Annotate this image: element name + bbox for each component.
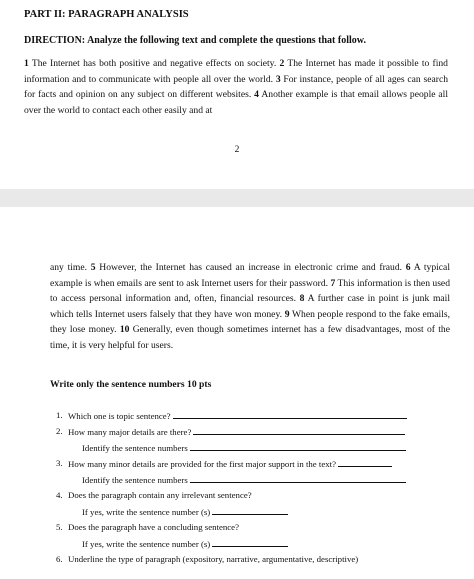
sentence-number: 7 xyxy=(330,277,336,289)
sentence-text: This information is then used to access personal information and, often, financial resources. xyxy=(50,277,450,305)
question-text: Underline the type of paragraph (expository, narrative, argumentative, descriptive) xyxy=(68,554,359,564)
sentence-text: A typical example is when emails are sent to ask Internet users for their password. xyxy=(50,262,450,289)
document-page-1 xyxy=(0,0,474,189)
question-text: Does the paragraph contain any irrelevant sentence? xyxy=(68,490,252,500)
sentence-text: The Internet has both positive and negative effects on society. xyxy=(28,58,280,69)
question-4 xyxy=(56,490,252,500)
sentence-text: A further case in point is junk mail which tells Internet users falsely that they have won money. xyxy=(50,293,450,320)
answer-blank[interactable] xyxy=(190,442,406,451)
question-2 xyxy=(56,426,405,437)
question-number: 2. xyxy=(56,426,63,436)
document-page-2 xyxy=(0,207,474,579)
question-number: 6. xyxy=(56,554,63,564)
sentence-number: 10 xyxy=(119,324,130,336)
question-2-sub xyxy=(82,442,406,453)
part-title: PART II: PARAGRAPH ANALYSIS xyxy=(24,9,189,20)
paragraph-part-1 xyxy=(24,56,448,118)
sentence-number: 9 xyxy=(284,308,290,320)
sentence-text: The Internet has made it possible to find information and to communicate with people all over the world. xyxy=(24,58,448,85)
question-6 xyxy=(56,554,359,564)
question-3-sub xyxy=(82,474,406,485)
answer-blank[interactable] xyxy=(173,410,407,419)
answer-blank[interactable] xyxy=(212,538,288,547)
direction-text: DIRECTION: Analyze the following text and complete the questions that follow. xyxy=(24,35,366,46)
sentence-number: 8 xyxy=(299,293,305,305)
sentence-number: 3 xyxy=(275,73,281,85)
question-text: How many major details are there? xyxy=(68,427,192,437)
instruction-heading: Write only the sentence numbers 10 pts xyxy=(50,379,212,390)
question-text: Does the paragraph have a concluding sentence? xyxy=(68,522,239,532)
sentence-number: 5 xyxy=(90,262,96,273)
question-1 xyxy=(56,410,407,421)
sentence-number: 2 xyxy=(279,58,285,69)
sub-question-text: If yes, write the sentence number (s) xyxy=(82,539,211,549)
question-5 xyxy=(56,522,239,532)
answer-blank[interactable] xyxy=(193,426,405,435)
question-text: How many minor details are provided for the first major support in the text? xyxy=(68,459,336,469)
question-5-sub xyxy=(82,538,288,549)
question-number: 3. xyxy=(56,458,63,468)
question-text: Which one is topic sentence? xyxy=(68,411,171,421)
sentence-number: 1 xyxy=(24,58,29,69)
page-separator xyxy=(0,189,474,207)
answer-blank[interactable] xyxy=(190,474,406,483)
question-number: 5. xyxy=(56,522,63,532)
sentence-number: 6 xyxy=(405,262,411,273)
sentence-text: Another example is that email allows people all over the world to contact each other easily and at xyxy=(24,89,449,116)
sub-question-text: Identify the sentence numbers xyxy=(82,443,188,453)
question-3 xyxy=(56,458,392,469)
sentence-text: Generally, even though sometimes internet has a few disadvantages, most of the time, it is very helpful for users. xyxy=(50,324,450,351)
sentence-text: However, the Internet has caused an increase in electronic crime and fraud. xyxy=(95,262,406,273)
sentence-text: For instance, people of all ages can search for facts and opinion on any subject on different websites. xyxy=(24,73,449,101)
sentence-text: When people respond to the fake emails, they lose money. xyxy=(50,308,450,336)
answer-blank[interactable] xyxy=(338,458,392,467)
sentence-number: 4 xyxy=(254,89,259,101)
question-4-sub xyxy=(82,506,288,517)
answer-blank[interactable] xyxy=(212,506,288,515)
sub-question-text: If yes, write the sentence number (s) xyxy=(82,507,211,517)
page-number: 2 xyxy=(234,145,240,155)
sentence-text: any time. xyxy=(50,262,91,273)
sub-question-text: Identify the sentence numbers xyxy=(82,475,188,485)
question-number: 4. xyxy=(56,490,63,500)
paragraph-part-2 xyxy=(50,260,450,354)
question-number: 1. xyxy=(56,410,63,420)
